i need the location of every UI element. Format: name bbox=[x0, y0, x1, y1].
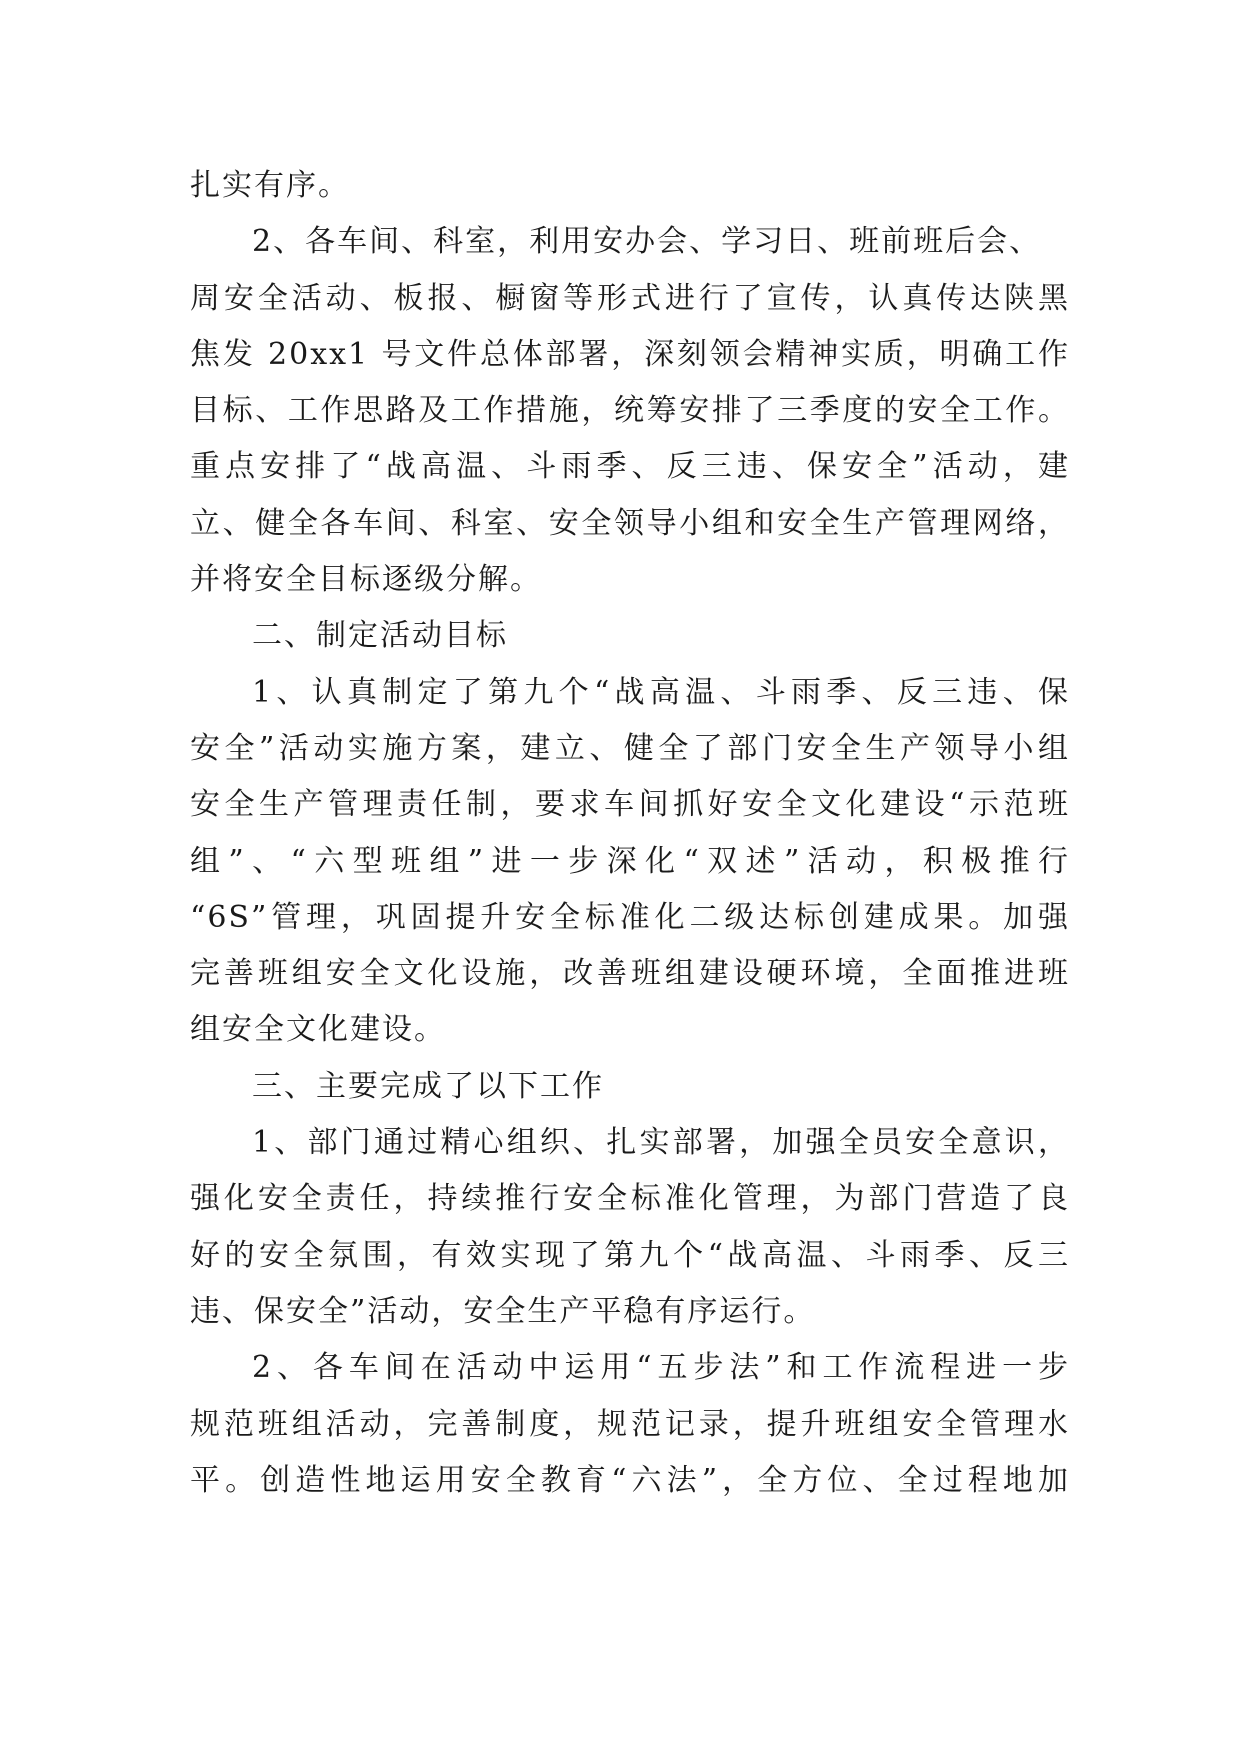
text-line: 完善班组安全文化设施，改善班组建设硬环境，全面推进班 bbox=[190, 956, 1070, 992]
text-line: 重点安排了“战高温、斗雨季、反三违、保安全”活动，建 bbox=[190, 449, 1070, 485]
text-line: 周安全活动、板报、橱窗等形式进行了宣传，认真传达陕黑 bbox=[190, 280, 1070, 316]
text-line: 强化安全责任，持续推行安全标准化管理，为部门营造了良 bbox=[190, 1181, 1070, 1217]
text-line: 规范班组活动，完善制度，规范记录，提升班组安全管理水 bbox=[190, 1406, 1070, 1442]
section-heading: 二、制定活动目标 bbox=[252, 618, 508, 654]
text-line: 组”、“六型班组”进一步深化“双述”活动，积极推行 bbox=[190, 843, 1070, 879]
text-line: 组安全文化建设。 bbox=[190, 1012, 446, 1048]
text-line: 并将安全目标逐级分解。 bbox=[190, 562, 542, 598]
text-line: 立、健全各车间、科室、安全领导小组和安全生产管理网络， bbox=[190, 505, 1070, 541]
document-body bbox=[190, 158, 1070, 1509]
text-line: 好的安全氛围，有效实现了第九个“战高温、斗雨季、反三 bbox=[190, 1237, 1070, 1273]
text-line: 平。创造性地运用安全教育“六法”，全方位、全过程地加 bbox=[190, 1462, 1070, 1498]
text-line: 安全”活动实施方案，建立、健全了部门安全生产领导小组 bbox=[190, 730, 1070, 766]
text-line: 1、部门通过精心组织、扎实部署，加强全员安全意识， bbox=[252, 1125, 1070, 1161]
text-line: 焦发 20xx1 号文件总体部署，深刻领会精神实质，明确工作 bbox=[190, 336, 1070, 372]
text-line: 违、保安全”活动，安全生产平稳有序运行。 bbox=[190, 1293, 816, 1329]
text-line: “6S”管理，巩固提升安全标准化二级达标创建成果。加强 bbox=[190, 899, 1070, 935]
text-line: 2、各车间在活动中运用“五步法”和工作流程进一步 bbox=[252, 1350, 1070, 1386]
text-line: 目标、工作思路及工作措施，统筹安排了三季度的安全工作。 bbox=[190, 393, 1070, 429]
text-line: 2、各车间、科室，利用安办会、学习日、班前班后会、 bbox=[252, 224, 1042, 260]
text-line: 扎实有序。 bbox=[190, 168, 350, 203]
section-heading: 三、主要完成了以下工作 bbox=[252, 1068, 604, 1104]
text-line: 1、认真制定了第九个“战高温、斗雨季、反三违、保 bbox=[252, 674, 1070, 710]
text-line: 安全生产管理责任制，要求车间抓好安全文化建设“示范班 bbox=[190, 787, 1070, 823]
